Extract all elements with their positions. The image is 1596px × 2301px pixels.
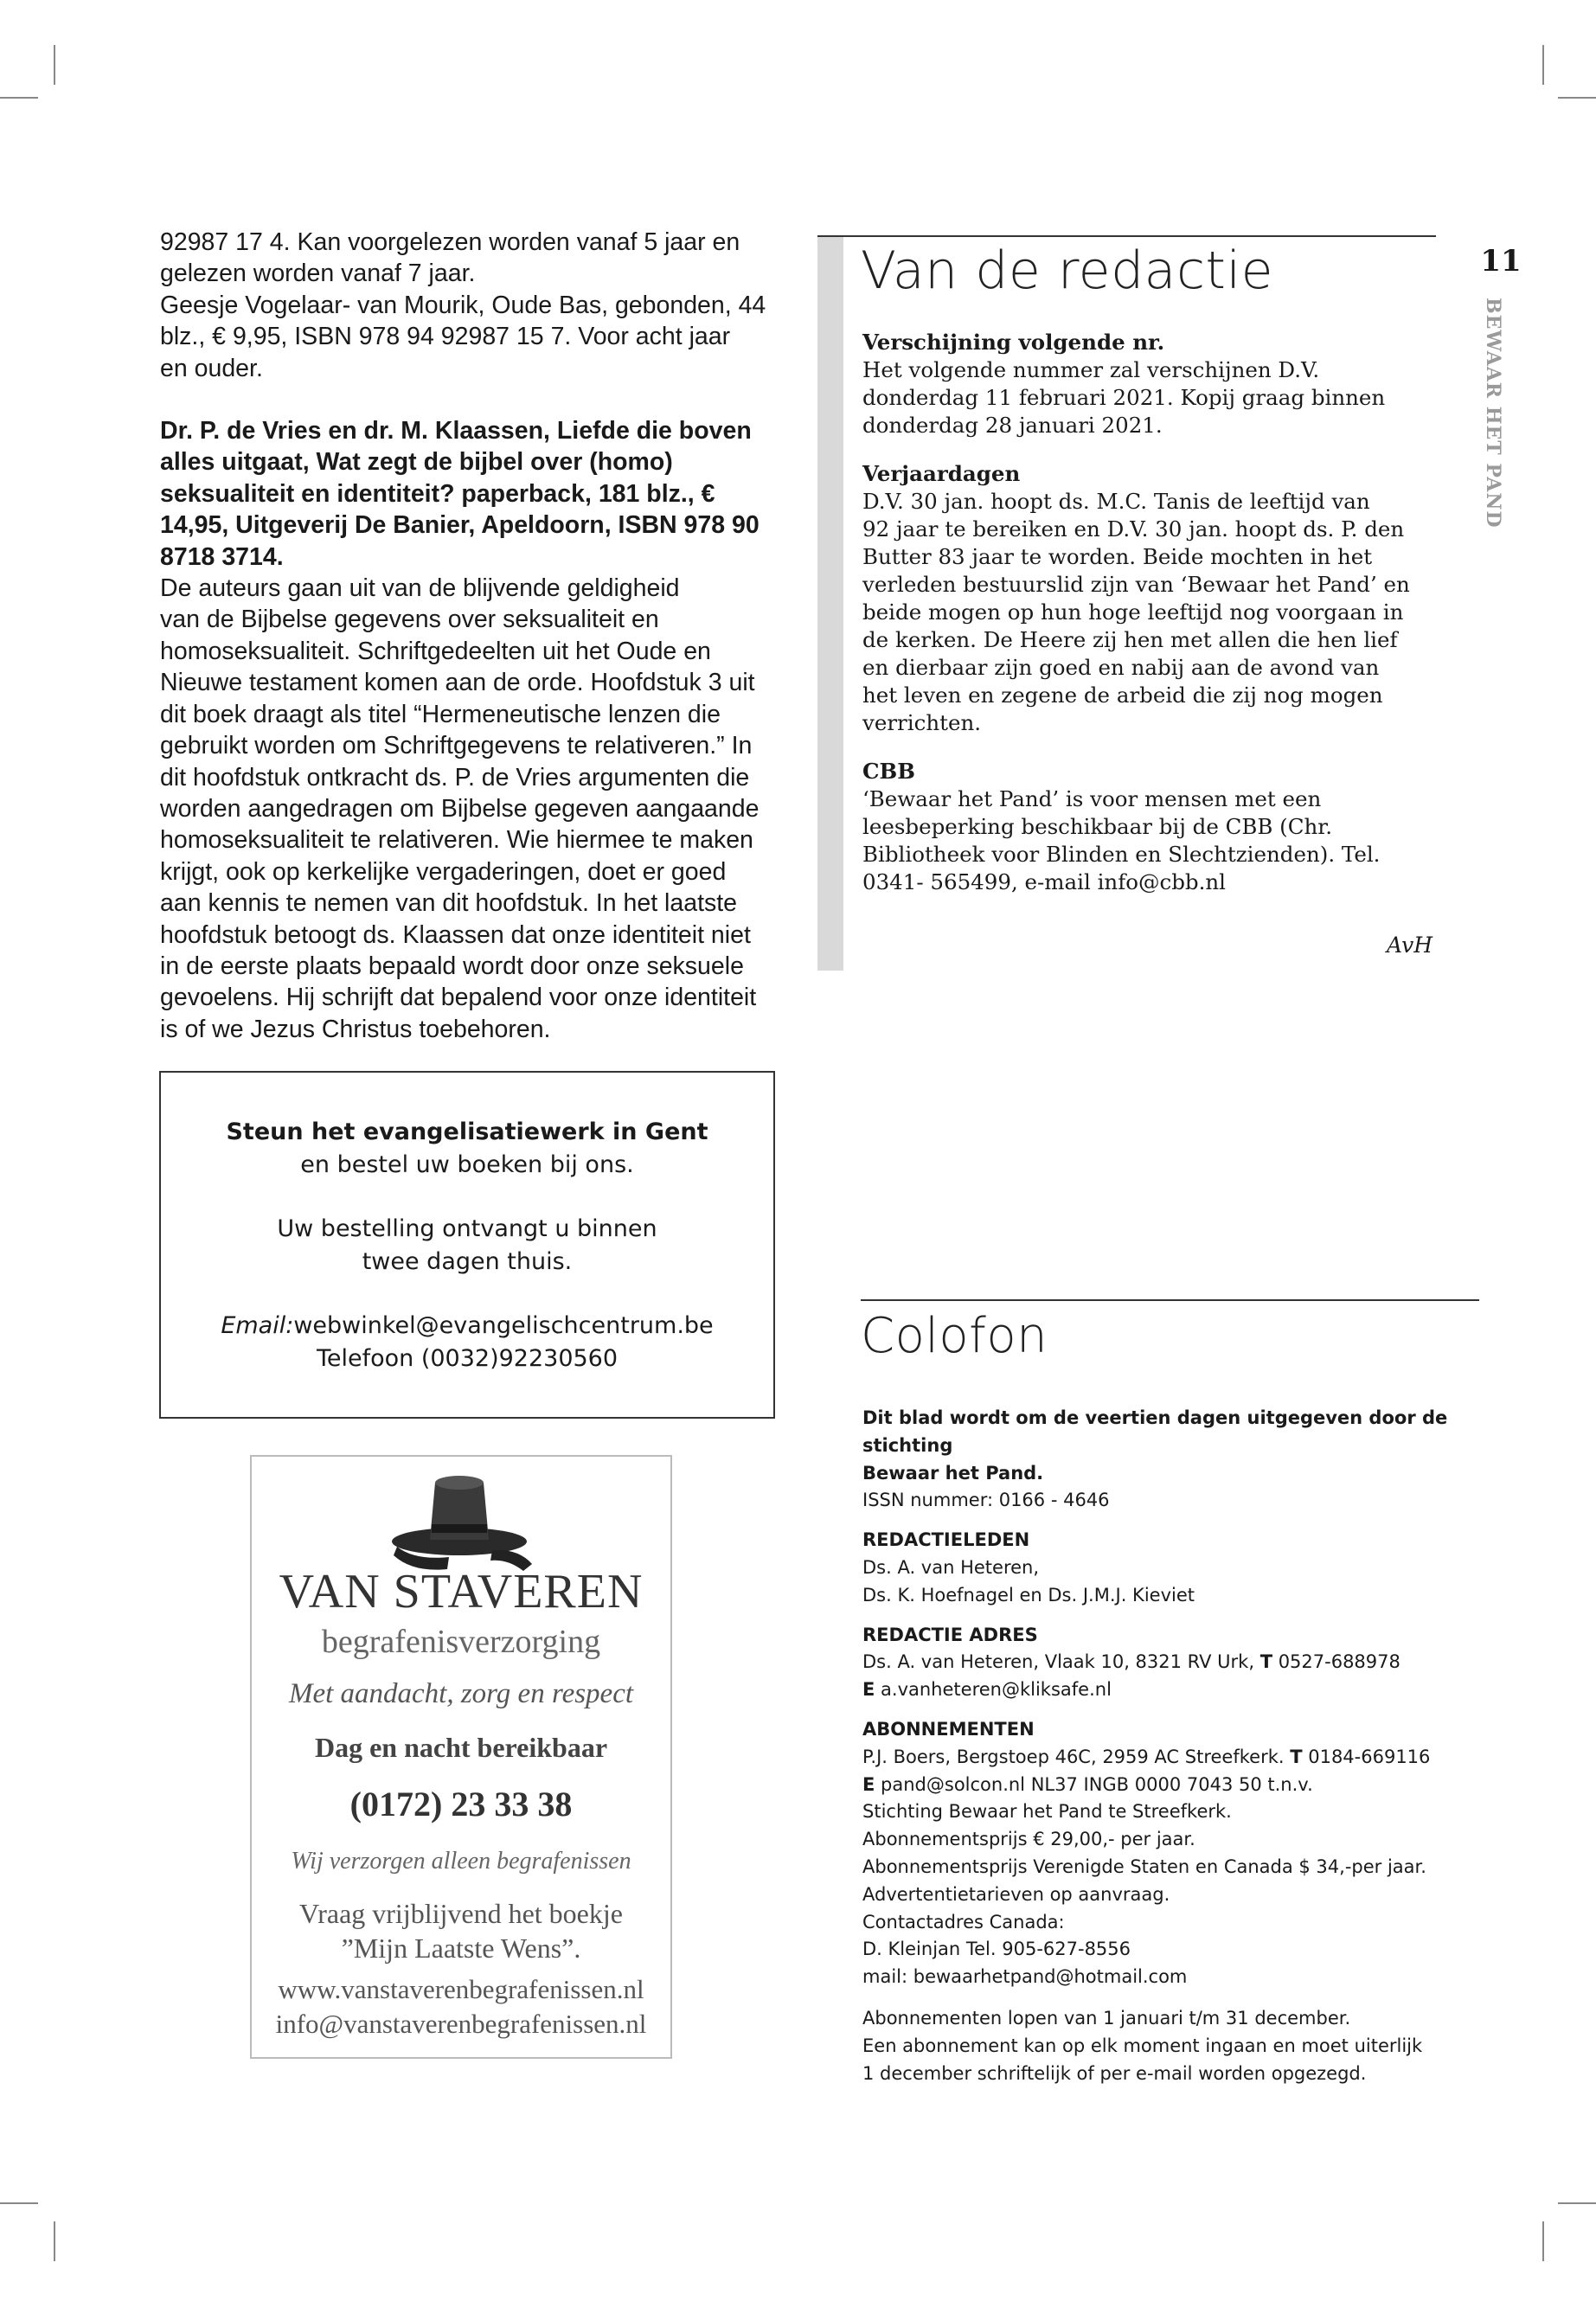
ad-line: en bestel uw boeken bij ons. [300, 1151, 634, 1178]
ad-headline: Steun het evangelisatiewerk in Gent [226, 1118, 708, 1145]
text-line: worden aangedragen om Bijbelse gegeven aangaande [160, 794, 760, 823]
tel-key: T [1259, 1651, 1273, 1673]
funeral-only: Wij verzorgen alleen begrafenissen [291, 1848, 631, 1875]
email-key: E [862, 1773, 875, 1795]
colofon-line: mail: bewaarhetpand@hotmail.com [862, 1966, 1188, 1988]
funeral-subtitle: begrafenisverzorging [321, 1624, 601, 1660]
redactie-line: het leven en zegene de arbeid die zij nog mogen [862, 683, 1383, 708]
text-line: in de eerste plaats bepaald wordt door onze seksuele [160, 952, 744, 980]
colofon-heading: REDACTIELEDEN [862, 1529, 1030, 1551]
redactie-line: de kerken. De Heere zij hen met allen die hen lief [862, 627, 1398, 652]
ad-phone: Telefoon (0032)92230560 [316, 1345, 619, 1372]
crop-mark [54, 45, 55, 85]
colofon-line: Advertentietarieven op aanvraag. [862, 1883, 1170, 1905]
funeral-tagline: Met aandacht, zorg en respect [288, 1678, 634, 1709]
redactie-heading: Verjaardagen [862, 461, 1021, 486]
colofon-intro: Bewaar het Pand. [862, 1462, 1044, 1484]
text-line: 92987 17 4. Kan voorgelezen worden vanaf 5 jaar en [160, 228, 740, 256]
book-heading-line: alles uitgaat, Wat zegt de bijbel over (homo) [160, 448, 673, 477]
funeral-contact [252, 1972, 670, 2041]
funeral-ask-line: ”Mijn Laatste Wens”. [341, 1932, 581, 1964]
crop-mark [0, 97, 38, 99]
book-heading-line: 8718 3714. [160, 542, 284, 571]
redactie-line: 92 jaar te bereiken en D.V. 30 jan. hoopt ds. P. den [862, 516, 1405, 542]
address-text: Ds. A. van Heteren, Vlaak 10, 8321 RV Urk, [862, 1651, 1260, 1673]
funeral-email[interactable]: info@vanstaverenbegrafenissen.nl [275, 2009, 647, 2039]
colofon-line [862, 1676, 1485, 1704]
ad-line: twee dagen thuis. [362, 1248, 573, 1275]
text-line: homoseksualiteit te relativeren. Wie hiermee te maken [160, 826, 753, 855]
redactie-heading: CBB [862, 759, 915, 784]
colofon-line: Ds. A. van Heteren, [862, 1556, 1040, 1578]
text-line: blz., € 9,95, ISBN 978 94 92987 15 7. Voor acht jaar [160, 323, 731, 351]
book-heading-line: seksualiteit en identiteit? paperback, 181 blz., € [160, 479, 715, 508]
colofon-line: Abonnementsprijs € 29,00,- per jaar. [862, 1829, 1195, 1850]
colofon-title: Colofon [861, 1308, 1048, 1364]
subscription-address: P.J. Boers, Bergstoep 46C, 2959 AC Streefkerk. [862, 1746, 1291, 1767]
colofon-line: Stichting Bewaar het Pand te Streefkerk. [862, 1801, 1232, 1823]
colofon-line [862, 1772, 1485, 1799]
subscription-tel: 0184-669116 [1302, 1746, 1431, 1767]
address-email[interactable]: a.vanheteren@kliksafe.nl [875, 1679, 1112, 1701]
top-hat-and-gloves-icon [362, 1464, 561, 1576]
text-line: is of we Jezus Christus toebehoren. [160, 1015, 551, 1043]
redactie-line: en dierbaar zijn goed en nabij aan de avond van [862, 655, 1380, 680]
redactie-line: Het volgende nummer zal verschijnen D.V. [862, 357, 1320, 382]
crop-mark [0, 2202, 38, 2204]
book-heading-line: 14,95, Uitgeverij De Banier, Apeldoorn, ISBN 978 90 [160, 511, 760, 540]
text-line: dit hoofdstuk ontkracht ds. P. de Vries argumenten die [160, 763, 750, 792]
text-line: Nieuwe testament komen aan de orde. Hoofdstuk 3 uit [160, 669, 755, 697]
colofon-line: D. Kleinjan Tel. 905-627-8556 [862, 1939, 1131, 1960]
colofon-heading: ABONNEMENTEN [862, 1718, 1035, 1740]
redactie-line: donderdag 28 januari 2021. [862, 413, 1163, 438]
bookshop-advertisement [159, 1071, 775, 1419]
text-line: aan kennis te nemen van dit hoofdstuk. In het laatste [160, 889, 738, 918]
ad-email-label: Email: [221, 1312, 294, 1339]
redactie-line: donderdag 11 februari 2021. Kopij graag binnen [862, 385, 1386, 410]
colofon-line [862, 1649, 1485, 1676]
text-line: Geesje Vogelaar- van Mourik, Oude Bas, gebonden, 44 [160, 291, 766, 319]
funeral-website[interactable]: www.vanstaverenbegrafenissen.nl [278, 1974, 644, 2004]
ad-email-line [161, 1310, 773, 1343]
text-line: van de Bijbelse gegevens over seksualiteit en [160, 606, 659, 634]
magazine-side-label: BEWAAR HET PAND [1482, 298, 1504, 529]
redactie-line: verleden bestuurslid zijn van ‘Bewaar het Pand’ en [862, 572, 1410, 597]
crop-mark [1542, 2221, 1544, 2261]
tel-key: T [1290, 1746, 1303, 1767]
redactie-line: D.V. 30 jan. hoopt ds. M.C. Tanis de leeftijd van [862, 489, 1370, 514]
text-line: en ouder. [160, 354, 263, 382]
redactie-line: verrichten. [862, 710, 982, 735]
colofon-line: 1 december schriftelijk of per e-mail worden opgezegd. [862, 2062, 1367, 2084]
funeral-ask-line: Vraag vrijblijvend het boekje [299, 1898, 623, 1929]
colofon-issn: ISSN nummer: 0166 - 4646 [862, 1490, 1110, 1511]
colofon-heading: REDACTIE ADRES [862, 1624, 1038, 1645]
ad-line: Uw bestelling ontvangt u binnen [277, 1215, 657, 1242]
text-line: De auteurs gaan uit van de blijvende geldigheid [160, 574, 680, 603]
redactie-line: Bibliotheek voor Blinden en Slechtzienden). Tel. [862, 842, 1381, 867]
funeral-company-name: VAN STAVEREN [279, 1565, 644, 1618]
colofon-line: Een abonnement kan op elk moment ingaan en moet uiterlijk [862, 2035, 1423, 2056]
text-line: hoofdstuk betoogt ds. Klaassen dat onze identiteit niet [160, 920, 751, 949]
colofon-line: Abonnementen lopen van 1 januari t/m 31 december. [862, 2007, 1351, 2029]
text-line: krijgt, ook op kerkelijke vergaderingen, doet er goed [160, 857, 727, 886]
section-side-bar [817, 235, 843, 971]
subscription-email: pand@solcon.nl NL37 INGB 0000 7043 50 t.n.v. [875, 1773, 1313, 1795]
section-rule [861, 1299, 1479, 1301]
crop-mark [1558, 2202, 1596, 2204]
crop-mark [54, 2221, 55, 2261]
text-line: dit boek draagt als titel “Hermeneutische lenzen die [160, 700, 721, 728]
crop-mark [1558, 97, 1596, 99]
email-key: E [862, 1679, 875, 1701]
redactie-title: Van de redactie [861, 240, 1274, 301]
text-line: gevoelens. Hij schrijft dat bepalend voor onze identiteit [160, 984, 757, 1012]
page-number: 11 [1480, 244, 1522, 279]
section-rule [817, 235, 1436, 237]
redactie-line: 0341- 565499, e-mail info@cbb.nl [862, 869, 1227, 894]
colofon-line: Abonnementsprijs Verenigde Staten en Canada $ 34,-per jaar. [862, 1856, 1426, 1877]
colofon-body [862, 1405, 1485, 2087]
colofon-line [862, 1744, 1485, 1772]
crop-mark [1542, 45, 1544, 85]
funeral-phone: (0172) 23 33 38 [349, 1785, 573, 1823]
redactie-heading: Verschijning volgende nr. [862, 330, 1165, 355]
redactie-line: leesbeperking beschikbaar bij de CBB (Chr. [862, 814, 1333, 839]
book-heading-line: Dr. P. de Vries en dr. M. Klaassen, Liefde die boven [160, 417, 752, 445]
colofon-intro: Dit blad wordt om de veertien dagen uitgegeven door de stichting [862, 1407, 1448, 1456]
funeral-ask [252, 1896, 670, 1965]
redactie-line: beide mogen op hun hoge leeftijd nog voorgaan in [862, 599, 1404, 625]
colofon-line: Contactadres Canada: [862, 1911, 1065, 1932]
funeral-advertisement [250, 1455, 672, 2059]
ad-email[interactable]: webwinkel@evangelischcentrum.be [293, 1312, 714, 1339]
text-line: gelezen worden vanaf 7 jaar. [160, 260, 476, 288]
redactie-line: Butter 83 jaar te worden. Beide mochten in het [862, 544, 1373, 569]
text-line: homoseksualiteit. Schriftgedeelten uit het Oude en [160, 637, 711, 665]
redactie-body [862, 329, 1416, 896]
colofon-line: Ds. K. Hoefnagel en Ds. J.M.J. Kieviet [862, 1584, 1195, 1606]
book-review-column [160, 227, 783, 1045]
address-tel: 0527-688978 [1272, 1651, 1401, 1673]
text-line: gebruikt worden om Schriftgegevens te relativeren.” In [160, 732, 753, 760]
redactie-line: ‘Bewaar het Pand’ is voor mensen met een [862, 786, 1322, 811]
funeral-availability: Dag en nacht bereikbaar [314, 1732, 608, 1763]
redactie-signature: AvH [1387, 933, 1433, 958]
